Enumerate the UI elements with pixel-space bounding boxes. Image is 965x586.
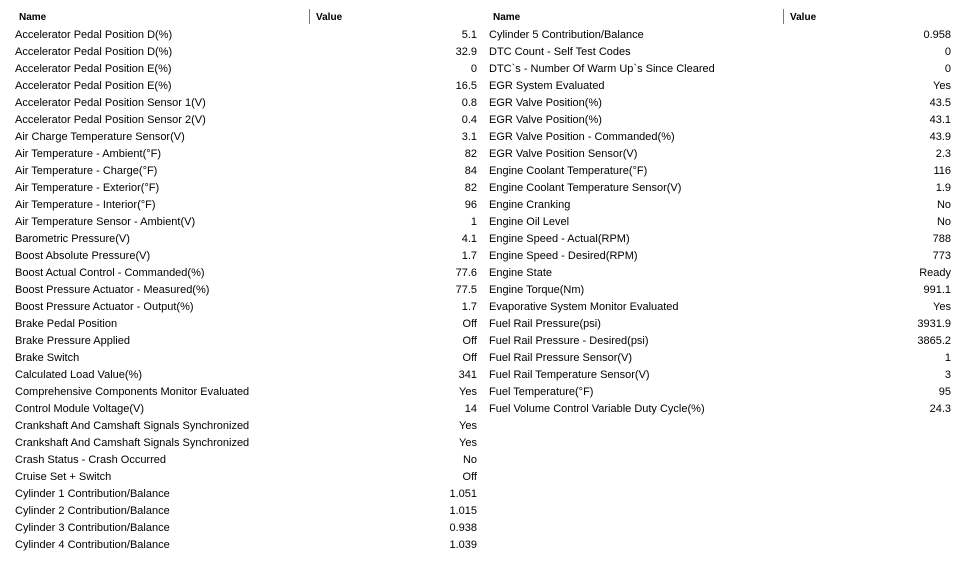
parameter-value: 1 (944, 352, 951, 364)
parameter-name: Brake Pressure Applied (15, 335, 130, 347)
table-row[interactable] (483, 316, 957, 333)
table-row[interactable] (9, 452, 481, 469)
parameter-value: 96 (464, 199, 477, 211)
parameter-value: 1.039 (449, 539, 477, 551)
parameter-value: 3865.2 (917, 335, 951, 347)
parameter-name: Air Temperature - Charge(°F) (15, 165, 158, 177)
right-value-column-header[interactable]: Value (790, 12, 817, 23)
table-row[interactable] (9, 503, 481, 520)
parameter-value: 0.938 (449, 522, 477, 534)
table-row[interactable] (483, 401, 957, 418)
parameter-name: Brake Switch (15, 352, 80, 364)
parameter-value: 16.5 (455, 80, 477, 92)
parameter-value: 0.958 (923, 29, 951, 41)
parameter-value: Off (462, 352, 477, 364)
parameter-value: No (936, 199, 951, 211)
table-row[interactable] (483, 214, 957, 231)
parameter-value: 1.015 (449, 505, 477, 517)
table-row[interactable] (9, 248, 481, 265)
parameter-name: Engine State (489, 267, 552, 279)
parameter-name: Evaporative System Monitor Evaluated (489, 301, 679, 313)
parameter-name: Air Temperature - Ambient(°F) (15, 148, 162, 160)
parameter-value: 14 (464, 403, 477, 415)
parameter-name: Boost Absolute Pressure(V) (15, 250, 151, 262)
left-value-column-header[interactable]: Value (316, 12, 343, 23)
parameter-name: Boost Actual Control - Commanded(%) (15, 267, 205, 279)
parameter-value: 4.1 (461, 233, 477, 245)
table-row[interactable] (9, 537, 481, 554)
parameter-name: Cylinder 5 Contribution/Balance (489, 29, 644, 41)
parameter-name: Crankshaft And Camshaft Signals Synchronized (15, 437, 250, 449)
parameter-value: Yes (933, 301, 951, 313)
parameter-name: Boost Pressure Actuator - Measured(%) (15, 284, 210, 296)
table-row[interactable] (483, 180, 957, 197)
table-row[interactable] (9, 316, 481, 333)
parameter-name: Brake Pedal Position (15, 318, 118, 330)
left-data-table (9, 8, 481, 554)
parameter-name: Crankshaft And Camshaft Signals Synchronized (15, 420, 250, 432)
table-row[interactable] (9, 401, 481, 418)
parameter-name: Air Temperature - Interior(°F) (15, 199, 156, 211)
table-row[interactable] (9, 129, 481, 146)
table-row[interactable] (9, 27, 481, 44)
parameter-value: 77.5 (455, 284, 477, 296)
table-row[interactable] (483, 265, 957, 282)
table-row[interactable] (9, 520, 481, 537)
table-row[interactable] (9, 180, 481, 197)
table-row[interactable] (9, 146, 481, 163)
right-data-table (483, 8, 957, 418)
parameter-value: 773 (932, 250, 951, 262)
table-row[interactable] (483, 61, 957, 78)
left-table-header (9, 8, 481, 25)
parameter-name: Engine Speed - Actual(RPM) (489, 233, 630, 245)
table-row[interactable] (9, 367, 481, 384)
table-row[interactable] (483, 44, 957, 61)
parameter-value: 82 (464, 148, 477, 160)
table-row[interactable] (9, 197, 481, 214)
table-row[interactable] (483, 163, 957, 180)
table-row[interactable] (9, 231, 481, 248)
parameter-name: Engine Speed - Desired(RPM) (489, 250, 638, 262)
parameter-name: EGR Valve Position(%) (489, 114, 602, 126)
parameter-value: Off (462, 471, 477, 483)
parameter-value: Yes (459, 420, 477, 432)
parameter-name: DTC`s - Number Of Warm Up`s Since Cleared (489, 63, 715, 75)
left-table-body (9, 27, 481, 554)
parameter-name: Cylinder 3 Contribution/Balance (15, 522, 170, 534)
table-row[interactable] (9, 265, 481, 282)
right-table-body (483, 27, 957, 418)
table-row[interactable] (483, 350, 957, 367)
parameter-value: 1.7 (461, 250, 477, 262)
parameter-name: Fuel Rail Pressure - Desired(psi) (489, 335, 649, 347)
parameter-name: Calculated Load Value(%) (15, 369, 142, 381)
parameter-value: 0.8 (461, 97, 477, 109)
parameter-name: Accelerator Pedal Position E(%) (15, 80, 172, 92)
table-row[interactable] (483, 27, 957, 44)
table-row[interactable] (483, 197, 957, 214)
table-row[interactable] (9, 333, 481, 350)
parameter-name: EGR Valve Position - Commanded(%) (489, 131, 675, 143)
parameter-name: EGR Valve Position Sensor(V) (489, 148, 638, 160)
parameter-value: 24.3 (929, 403, 951, 415)
parameter-name: Cylinder 4 Contribution/Balance (15, 539, 170, 551)
table-row[interactable] (483, 146, 957, 163)
parameter-name: Engine Torque(Nm) (489, 284, 585, 296)
parameter-value: No (462, 454, 477, 466)
parameter-value: 3.1 (461, 131, 477, 143)
parameter-name: Cylinder 2 Contribution/Balance (15, 505, 170, 517)
right-column-resize-handle[interactable] (783, 9, 784, 24)
parameter-name: Engine Cranking (489, 199, 571, 211)
parameter-value: 341 (458, 369, 477, 381)
parameter-value: 82 (464, 182, 477, 194)
table-row[interactable] (9, 78, 481, 95)
parameter-value: Yes (933, 80, 951, 92)
parameter-value: 0 (944, 63, 951, 75)
parameter-name: Engine Coolant Temperature(°F) (489, 165, 648, 177)
parameter-value: 84 (464, 165, 477, 177)
parameter-name: Engine Oil Level (489, 216, 570, 228)
table-row[interactable] (483, 112, 957, 129)
table-row[interactable] (9, 299, 481, 316)
parameter-name: Cylinder 1 Contribution/Balance (15, 488, 170, 500)
parameter-value: 43.5 (929, 97, 951, 109)
parameter-value: 116 (933, 165, 951, 177)
table-row[interactable] (9, 418, 481, 435)
table-row[interactable] (9, 214, 481, 231)
table-row[interactable] (483, 299, 957, 316)
parameter-name: Fuel Volume Control Variable Duty Cycle(%) (489, 403, 705, 415)
parameter-value: 43.1 (929, 114, 951, 126)
parameter-value: Off (462, 318, 477, 330)
table-row[interactable] (9, 469, 481, 486)
table-row[interactable] (483, 248, 957, 265)
parameter-value: 1 (470, 216, 477, 228)
parameter-value: 32.9 (455, 46, 477, 58)
parameter-value: 0 (470, 63, 477, 75)
table-row[interactable] (9, 435, 481, 452)
parameter-name: Accelerator Pedal Position D(%) (15, 46, 173, 58)
parameter-value: 77.6 (455, 267, 477, 279)
parameter-name: Boost Pressure Actuator - Output(%) (15, 301, 194, 313)
parameter-name: Accelerator Pedal Position E(%) (15, 63, 172, 75)
table-row[interactable] (483, 231, 957, 248)
parameter-name: DTC Count - Self Test Codes (489, 46, 631, 58)
table-row[interactable] (9, 61, 481, 78)
table-row[interactable] (483, 282, 957, 299)
parameter-name: Barometric Pressure(V) (15, 233, 130, 245)
parameter-name: Air Charge Temperature Sensor(V) (15, 131, 185, 143)
parameter-value: Ready (919, 267, 951, 279)
parameter-name: Air Temperature Sensor - Ambient(V) (15, 216, 196, 228)
table-row[interactable] (483, 367, 957, 384)
parameter-name: Fuel Temperature(°F) (489, 386, 594, 398)
parameter-name: Accelerator Pedal Position D(%) (15, 29, 173, 41)
parameter-value: 3931.9 (917, 318, 951, 330)
parameter-value: No (936, 216, 951, 228)
parameter-name: Accelerator Pedal Position Sensor 1(V) (15, 97, 206, 109)
parameter-value: 1.9 (935, 182, 951, 194)
table-row[interactable] (483, 129, 957, 146)
left-name-column-header[interactable]: Name (19, 12, 47, 23)
parameter-value: 1.7 (461, 301, 477, 313)
parameter-value: 3 (944, 369, 951, 381)
right-table-header (483, 8, 957, 25)
parameter-name: Accelerator Pedal Position Sensor 2(V) (15, 114, 206, 126)
parameter-value: 43.9 (929, 131, 951, 143)
parameter-name: Fuel Rail Pressure(psi) (489, 318, 601, 330)
table-row[interactable] (483, 95, 957, 112)
parameter-value: 95 (938, 386, 951, 398)
left-column-resize-handle[interactable] (309, 9, 310, 24)
parameter-name: Comprehensive Components Monitor Evaluated (15, 386, 250, 398)
parameter-name: Fuel Rail Pressure Sensor(V) (489, 352, 633, 364)
parameter-value: 788 (932, 233, 951, 245)
parameter-value: 1.051 (449, 488, 477, 500)
table-row[interactable] (9, 112, 481, 129)
parameter-value: 5.1 (461, 29, 477, 41)
parameter-name: Crash Status - Crash Occurred (15, 454, 166, 466)
table-row[interactable] (9, 486, 481, 503)
table-row[interactable] (9, 350, 481, 367)
table-row[interactable] (483, 333, 957, 350)
parameter-name: Fuel Rail Temperature Sensor(V) (489, 369, 650, 381)
parameter-name: Control Module Voltage(V) (15, 403, 145, 415)
parameter-name: Engine Coolant Temperature Sensor(V) (489, 182, 682, 194)
table-row[interactable] (483, 384, 957, 401)
parameter-name: EGR System Evaluated (489, 80, 605, 92)
parameter-value: 991.1 (923, 284, 951, 296)
table-row[interactable] (9, 384, 481, 401)
table-row[interactable] (9, 163, 481, 180)
parameter-value: 0 (944, 46, 951, 58)
parameter-value: 0.4 (461, 114, 477, 126)
table-row[interactable] (9, 44, 481, 61)
parameter-value: Yes (459, 386, 477, 398)
parameter-name: Cruise Set + Switch (15, 471, 112, 483)
table-row[interactable] (9, 95, 481, 112)
parameter-value: 2.3 (935, 148, 951, 160)
table-row[interactable] (483, 78, 957, 95)
parameter-name: EGR Valve Position(%) (489, 97, 602, 109)
parameter-value: Yes (459, 437, 477, 449)
parameter-name: Air Temperature - Exterior(°F) (15, 182, 160, 194)
right-name-column-header[interactable]: Name (493, 12, 521, 23)
table-row[interactable] (9, 282, 481, 299)
parameter-value: Off (462, 335, 477, 347)
